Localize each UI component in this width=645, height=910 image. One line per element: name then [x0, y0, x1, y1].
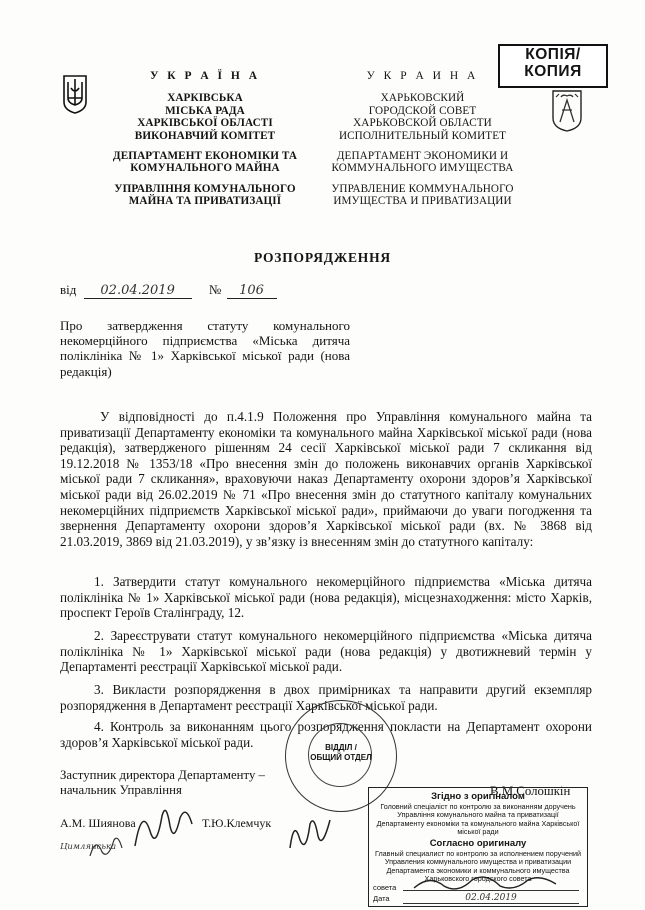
certified-heading-ru: Согласно оригиналу	[429, 838, 527, 850]
document-title: РОЗПОРЯДЖЕННЯ	[254, 250, 391, 265]
header-ru-department-line: ДЕПАРТАМЕНТ ЭКОНОМИКИ И	[336, 150, 509, 163]
signature-scribble	[410, 872, 560, 894]
header-ua-department-line: ДЕПАРТАМЕНТ ЕКОНОМІКИ ТА	[112, 150, 298, 163]
round-stamp-line1: ВІДДІЛ /	[325, 743, 357, 752]
body-paragraph: У відповідності до п.4.1.9 Положення про Управління комунального майна та приватизації Департаменту економіки та комунального майна Харківської міської ради (нова редакція), затвердженого рішенням 24 сесії Харківської міської ради 7 скликання від 19.12.2018 № 1353/18 «Про внесення змін до положень виконавчих органів Харківської міської ради 7 скликання», враховуючи наказ Департаменту охорони здоров’я Харківської міської ради від 26.02.2019 № 71 «Про внесення змін до статутного капіталу комунальних некомерційних підприємств Харківської міської ради», приймаючи до уваги погодження та звернення Департаменту охорони здоров’я Харківської міської ради (вх. № 3868 від 21.03.2019, 3869 від 21.03.2019), у зв’язку із внесенням змін до статутного капіталу:	[60, 409, 592, 549]
signature-scribble	[130, 796, 200, 856]
header-ru-council-line: ИСПОЛНИТЕЛЬНЫЙ КОМИТЕТ	[338, 129, 507, 142]
certified-text-ua: Головний спеціаліст по контролю за виконанням доручень Управління комунального майна та приватизації Департаменту економіки та комунального майна Харківської міської ради	[376, 802, 580, 836]
certified-text-ru: Главный специалист по контролю за исполнением поручений Управления коммунального имущества и приватизации Департамента экономики и коммунального имущества Харьковского городского совета	[375, 849, 581, 884]
signatory-position	[60, 768, 300, 798]
approver-name: Т.Ю.Клемчук	[202, 816, 272, 830]
body-paragraph: 2. Зареєструвати статут комунального некомерційного підприємства «Міська дитяча поліклініка № 1» Харківської міської ради (нова редакція) у двотижневий термін у Департаменті реєстрації Харківської міської ради.	[60, 628, 592, 675]
header-ua-council-line: ВИКОНАВЧИЙ КОМІТЕТ	[134, 129, 276, 142]
number-value: 106	[227, 283, 277, 299]
header-ua-directorate-line: УПРАВЛІННЯ КОМУНАЛЬНОГО	[114, 182, 296, 195]
header-ru-directorate-line: ИМУЩЕСТВА И ПРИВАТИЗАЦИИ	[333, 195, 512, 208]
header-ru-council-line: ХАРЬКОВСКОЙ ОБЛАСТИ	[353, 117, 492, 130]
copy-stamp-line2: КОПИЯ	[524, 63, 582, 80]
certified-heading-ua: Згідно з оригіналом	[431, 791, 525, 802]
kharkiv-city-emblem-icon	[550, 88, 584, 132]
copy-stamp-line1: КОПІЯ/	[525, 46, 581, 63]
number-label: №	[208, 282, 222, 297]
header-ru-council-line: ГОРОДСКОЙ СОВЕТ	[368, 104, 477, 117]
ukraine-coat-of-arms-icon	[62, 74, 88, 114]
header-ru-country: У К Р А И Н А	[366, 70, 479, 82]
date-number-line	[60, 282, 320, 302]
header-ua-council-line: ХАРКІВСЬКОЇ ОБЛАСТІ	[137, 117, 273, 130]
header-ua-country: У К Р А Ї Н А	[149, 70, 261, 82]
signature-scribble	[286, 810, 336, 855]
header-ukrainian	[100, 70, 310, 208]
header-ru-directorate-line: УПРАВЛЕНИЕ КОММУНАЛЬНОГО	[331, 182, 514, 195]
date-label: від	[60, 282, 77, 297]
body-paragraph: 4. Контроль за виконанням цього розпорядження покласти на Департамент охорони здоров’я Харківської міської ради.	[60, 719, 592, 750]
header-ua-council-line: ХАРКІВСЬКА	[167, 92, 243, 105]
header-ua-department-line: КОМУНАЛЬНОГО МАЙНА	[130, 162, 280, 175]
date-value: 02.04.2019	[84, 283, 192, 299]
header-ru-council-line: ХАРЬКОВСКИЙ	[380, 92, 465, 105]
header-ua-council-line: МІСЬКА РАДА	[165, 104, 245, 117]
body-paragraph: 3. Викласти розпорядження в двох примірниках та направити другий екземпляр розпорядження в Департамент реєстрації Харківської міської ради.	[60, 682, 592, 713]
signatory-position-line2: начальник Управління	[60, 783, 182, 797]
signatory-position-line1: Заступник директора Департаменту –	[60, 768, 265, 782]
body-paragraph: 1. Затвердити статут комунального некомерційного підприємства «Міська дитяча поліклініка № 1» Харківської міської ради (нова редакція), місцезнаходження: місто Харків, проспект Героїв Сталінграду, 12.	[60, 574, 592, 621]
header-russian	[315, 70, 530, 208]
certified-row1-label: совета	[373, 883, 397, 892]
signatory-name: В.М.Солошкін	[490, 784, 571, 798]
approver-name: А.М. Шиянова	[60, 816, 136, 830]
certified-date-value: 02.04.2019	[403, 893, 579, 904]
certified-row2-label: Дата	[373, 894, 390, 903]
round-stamp-line2: ОБЩИЙ ОТДЕЛ	[310, 753, 372, 762]
header-ru-department-line: КОММУНАЛЬНОГО ИМУЩЕСТВА	[331, 162, 514, 175]
executor-name: Цимлянська	[60, 842, 117, 852]
header-ua-directorate-line: МАЙНА ТА ПРИВАТИЗАЦІЇ	[128, 195, 282, 208]
document-subject: Про затвердження статуту комунального некомерційного підприємства «Міська дитяча поліклініка № 1» Харківської міської ради (нова редакція)	[60, 318, 350, 379]
